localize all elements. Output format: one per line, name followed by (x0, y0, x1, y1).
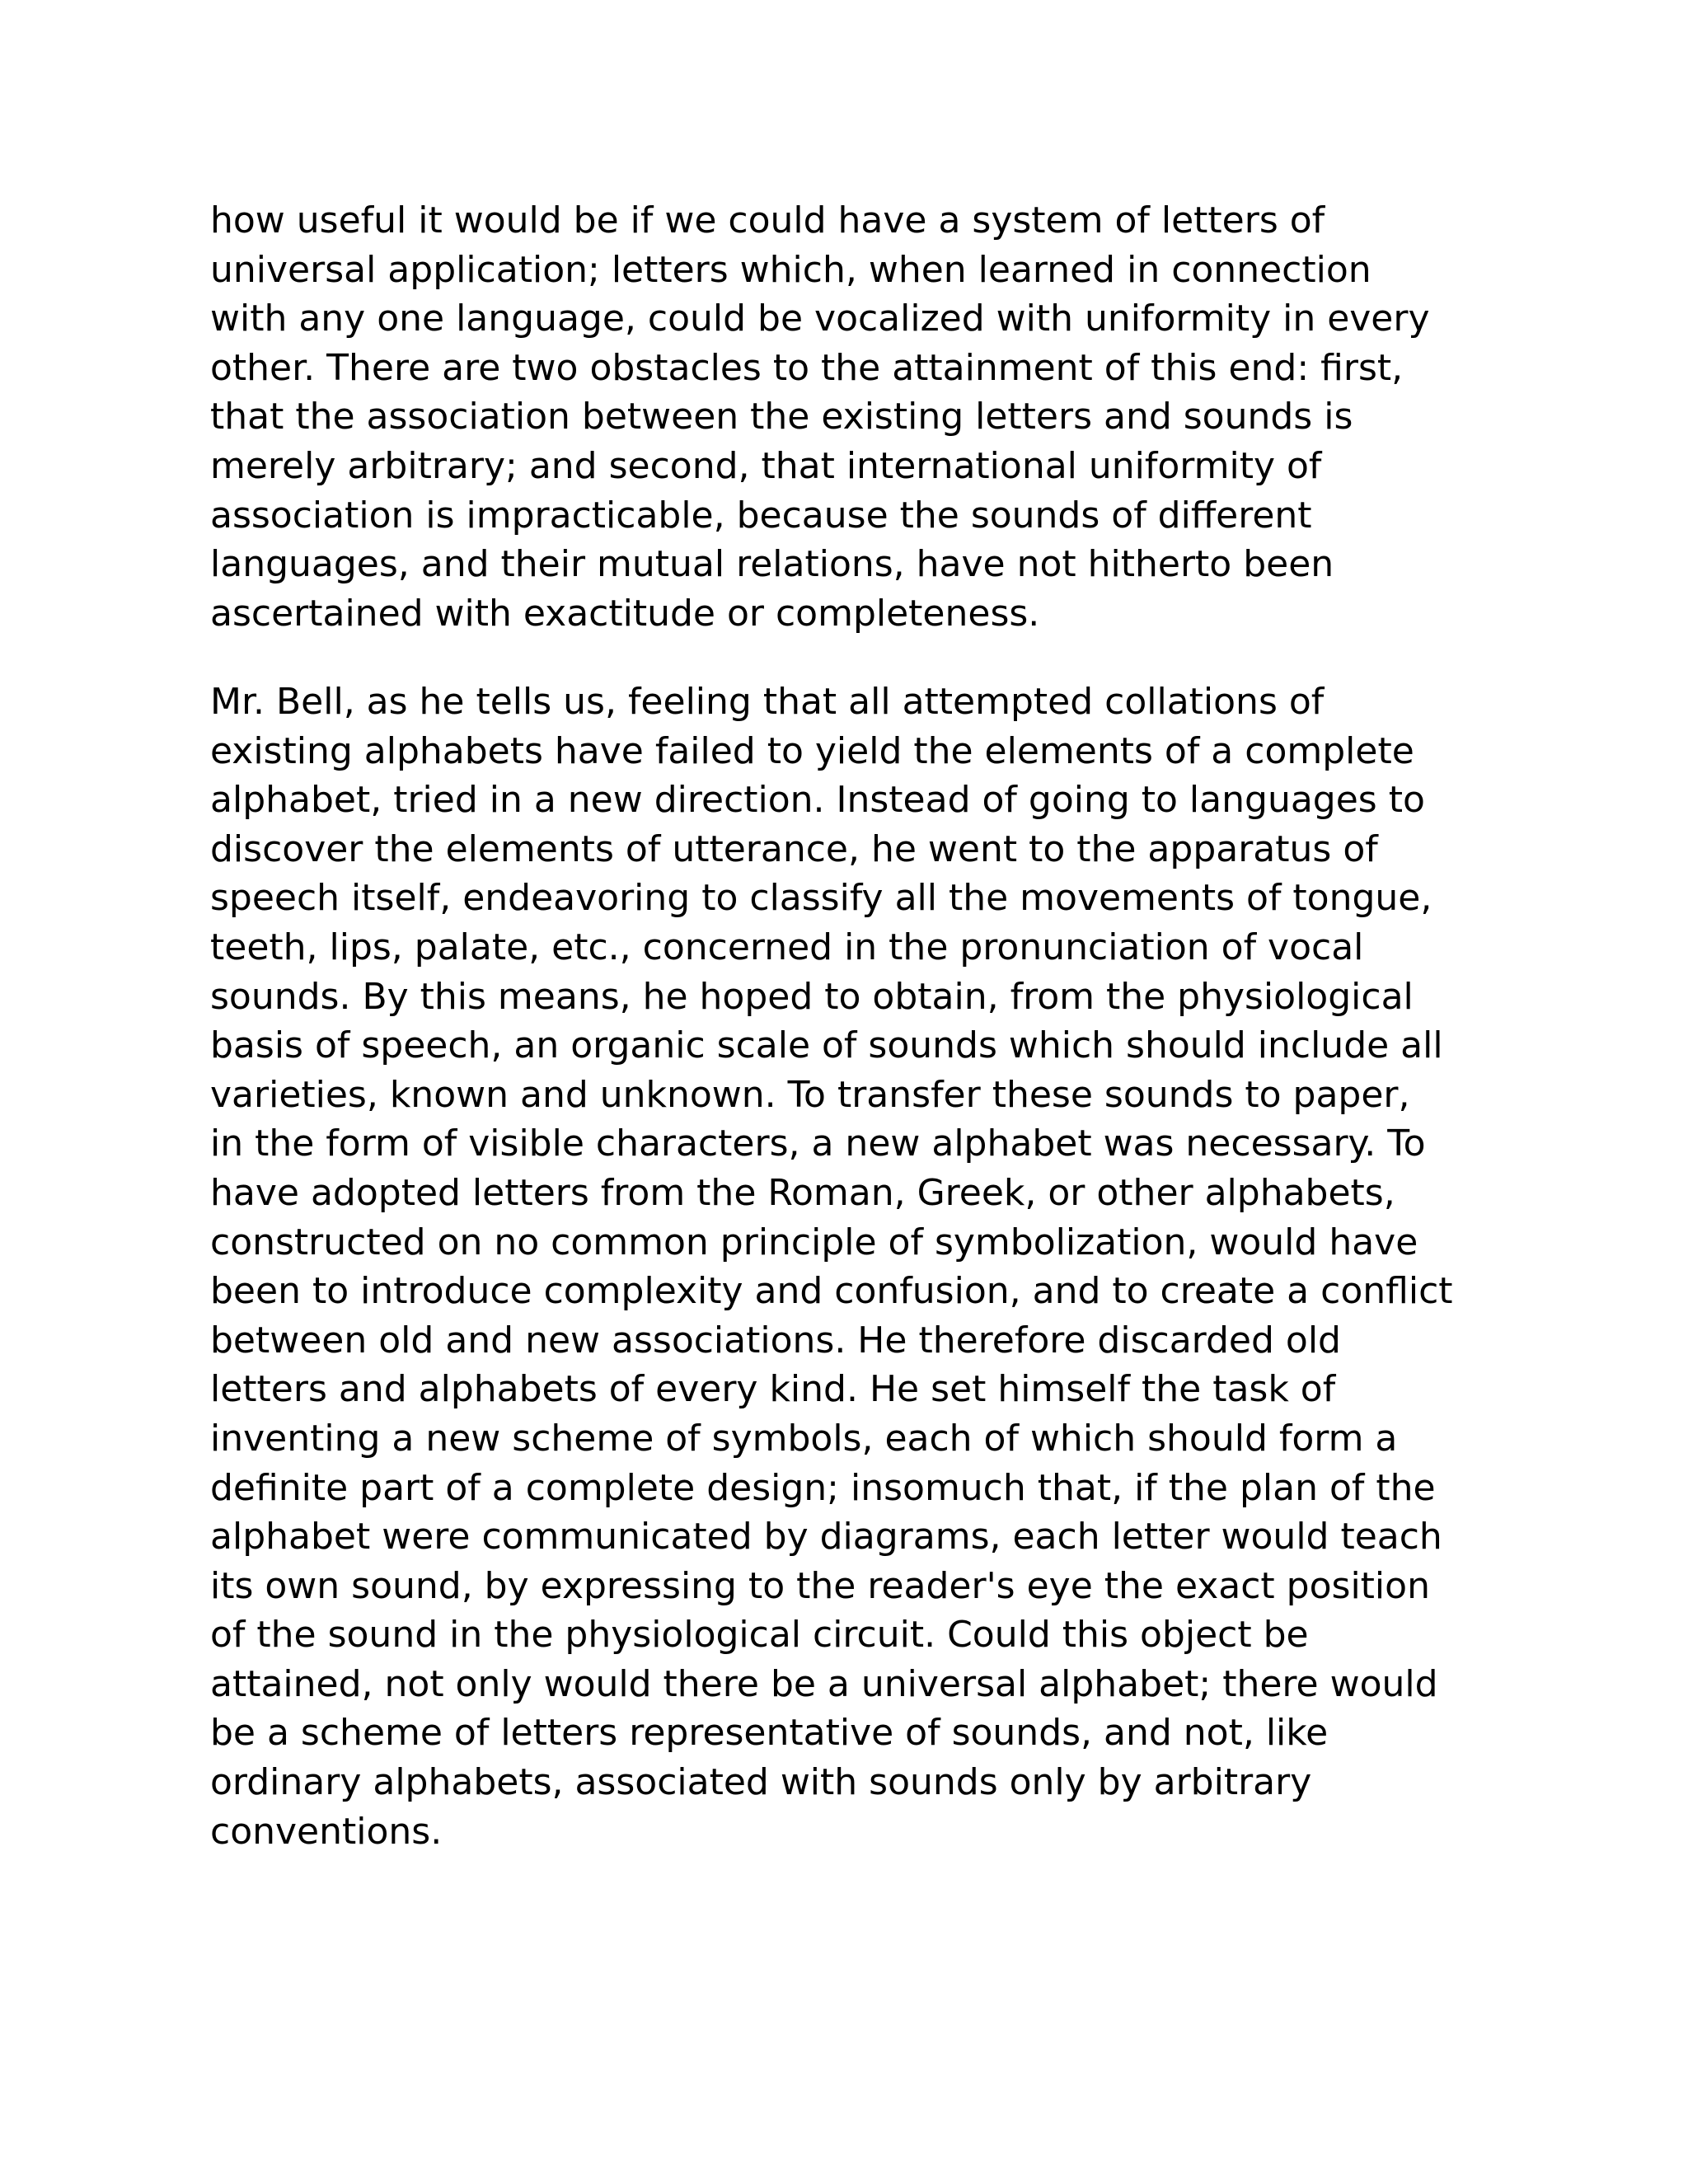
text-line: languages, and their mutual relations, have not hitherto been (210, 543, 1334, 586)
text-line: universal application; letters which, when learned in connection (210, 248, 1372, 291)
text-line: other. There are two obstacles to the attainment of this end: first, (210, 346, 1404, 389)
text-line: that the association between the existing letters and sounds is (210, 396, 1353, 438)
text-line: between old and new associations. He therefore discarded old (210, 1319, 1341, 1361)
text-line: alphabet, tried in a new direction. Instead of going to languages to (210, 779, 1425, 822)
text-line: discover the elements of utterance, he went to the apparatus of (210, 827, 1378, 870)
text-line: basis of speech, an organic scale of sounds which should include all (210, 1024, 1443, 1067)
text-line: existing alphabets have failed to yield the elements of a complete (210, 729, 1414, 772)
text-line: Mr. Bell, as he tells us, feeling that all attempted collations of (210, 681, 1325, 723)
text-line: sounds. By this means, he hoped to obtain, from the physiological (210, 975, 1414, 1018)
paragraph (210, 196, 1496, 638)
text-line: teeth, lips, palate, etc., concerned in the pronunciation of vocal (210, 926, 1364, 968)
text-line: association is impracticable, because the sounds of different (210, 494, 1312, 537)
text-line: of the sound in the physiological circuit. Could this object be (210, 1614, 1309, 1657)
text-line: how useful it would be if we could have a system of letters of (210, 199, 1325, 241)
text-line: with any one language, could be vocalized with uniformity in every (210, 298, 1430, 340)
text-line: its own sound, by expressing to the reader's eye the exact position (210, 1564, 1430, 1607)
text-line: alphabet were communicated by diagrams, each letter would teach (210, 1516, 1442, 1558)
text-line: conventions. (210, 1810, 443, 1853)
text-line: constructed on no common principle of symbolization, would have (210, 1221, 1418, 1263)
text-line: definite part of a complete design; insomuch that, if the plan of the (210, 1466, 1436, 1509)
text-line: have adopted letters from the Roman, Greek, or other alphabets, (210, 1171, 1395, 1214)
text-line: ascertained with exactitude or completeness. (210, 592, 1040, 635)
text-line: varieties, known and unknown. To transfer these sounds to paper, (210, 1073, 1410, 1116)
text-line: attained, not only would there be a universal alphabet; there would (210, 1662, 1438, 1705)
text-line: inventing a new scheme of symbols, each of which should form a (210, 1417, 1398, 1460)
paragraph (210, 677, 1496, 1856)
text-line: ordinary alphabets, associated with sounds only by arbitrary (210, 1761, 1312, 1804)
text-line: be a scheme of letters representative of sounds, and not, like (210, 1712, 1329, 1755)
text-line: speech itself, endeavoring to classify all the movements of tongue, (210, 877, 1432, 920)
text-line: in the form of visible characters, a new alphabet was necessary. To (210, 1122, 1426, 1165)
text-line: merely arbitrary; and second, that international uniformity of (210, 444, 1322, 487)
text-line: been to introduce complexity and confusion, and to create a conflict (210, 1270, 1453, 1313)
text-line: letters and alphabets of every kind. He set himself the task of (210, 1368, 1336, 1411)
